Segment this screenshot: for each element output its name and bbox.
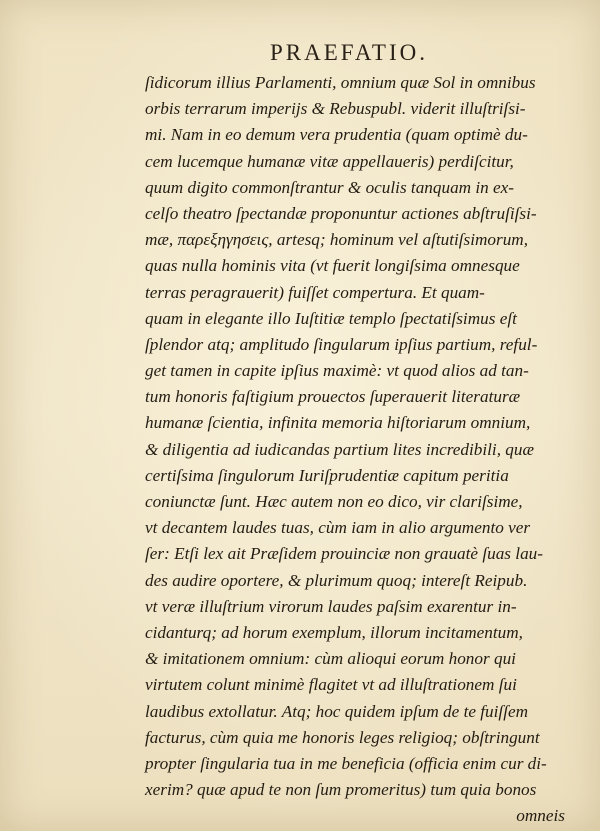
text-line: celſo theatro ſpectandæ proponuntur actiones abſtruſiſsi- [145, 203, 537, 223]
text-line: ſidicorum illius Parlamenti, omnium quæ Sol in omnibus [145, 73, 536, 92]
text-line: laudibus extollatur. Atq; hoc quidem ipſum de te fuiſſem [145, 701, 529, 721]
text-line: quum digito commonſtrantur & oculis tanquam in ex- [145, 177, 515, 197]
catchword: omneis [516, 806, 565, 826]
text-line: cem lucemque humanæ vitæ appellaueris) perdiſcitur, [145, 151, 514, 171]
text-line: quam in elegante illo Iuſtitiæ templo ſpectatiſsimus eſt [145, 308, 517, 328]
text-line: des audire oportere, & plurimum quoq; intereſt Reipub. [145, 570, 528, 590]
text-line: cidanturq; ad horum exemplum, illorum incitamentum, [145, 622, 523, 642]
text-line: virtutem colunt minimè flagitet vt ad illuſtrationem ſui [145, 675, 517, 695]
text-line: propter ſingularia tua in me beneficia (officia enim cur di- [145, 753, 547, 773]
running-header: PRAEFATIO. [269, 40, 428, 65]
text-line: humanæ ſcientia, infinita memoria hiſtoriarum omnium, [145, 413, 531, 433]
text-line: terras peragrauerit) fuiſſet compertura. Et quam- [145, 282, 485, 302]
text-line: facturus, cùm quia me honoris leges religioq; obſtringunt [145, 727, 540, 747]
text-line: tum honoris faſtigium prouectos ſuperauerit literaturæ [145, 387, 521, 407]
text-line: mi. Nam in eo demum vera prudentia (quam optimè du- [145, 125, 528, 145]
text-line: quas nulla hominis vita (vt fuerit longiſsima omnesque [145, 256, 520, 276]
text-line: certiſsima ſingulorum Iuriſprudentiæ capitum peritia [145, 465, 509, 485]
body-text [145, 70, 575, 829]
text-line: xerim? quæ apud te non ſum promeritus) tum quia bonos [145, 780, 537, 800]
text-line: ſer: Etſi lex ait Præſidem prouinciæ non grauatè ſuas lau- [145, 544, 543, 564]
text-line: coniunctæ ſunt. Hæc autem non eo dico, vir clariſsime, [145, 492, 523, 511]
text-line: vt veræ illuſtrium virorum laudes paſsim exarentur in- [145, 596, 517, 616]
text-line: get tamen in capite ipſius maximè: vt quod alios ad tan- [145, 361, 529, 381]
text-line: vt decantem laudes tuas, cùm iam in alio argumento ver [145, 518, 531, 538]
text-line: ſplendor atq; amplitudo ſingularum ipſius partium, reful- [145, 334, 538, 354]
text-line: & diligentia ad iudicandas partium lites incredibili, quæ [145, 439, 534, 459]
text-line: orbis terrarum imperijs & Rebuspubl. viderit illuſtriſsi- [145, 99, 526, 119]
text-line: mæ, παρεξηγησεις, artesq; hominum vel aſtutiſsimorum, [145, 230, 529, 250]
text-line: & imitationem omnium: cùm alioqui eorum honor qui [145, 649, 516, 669]
